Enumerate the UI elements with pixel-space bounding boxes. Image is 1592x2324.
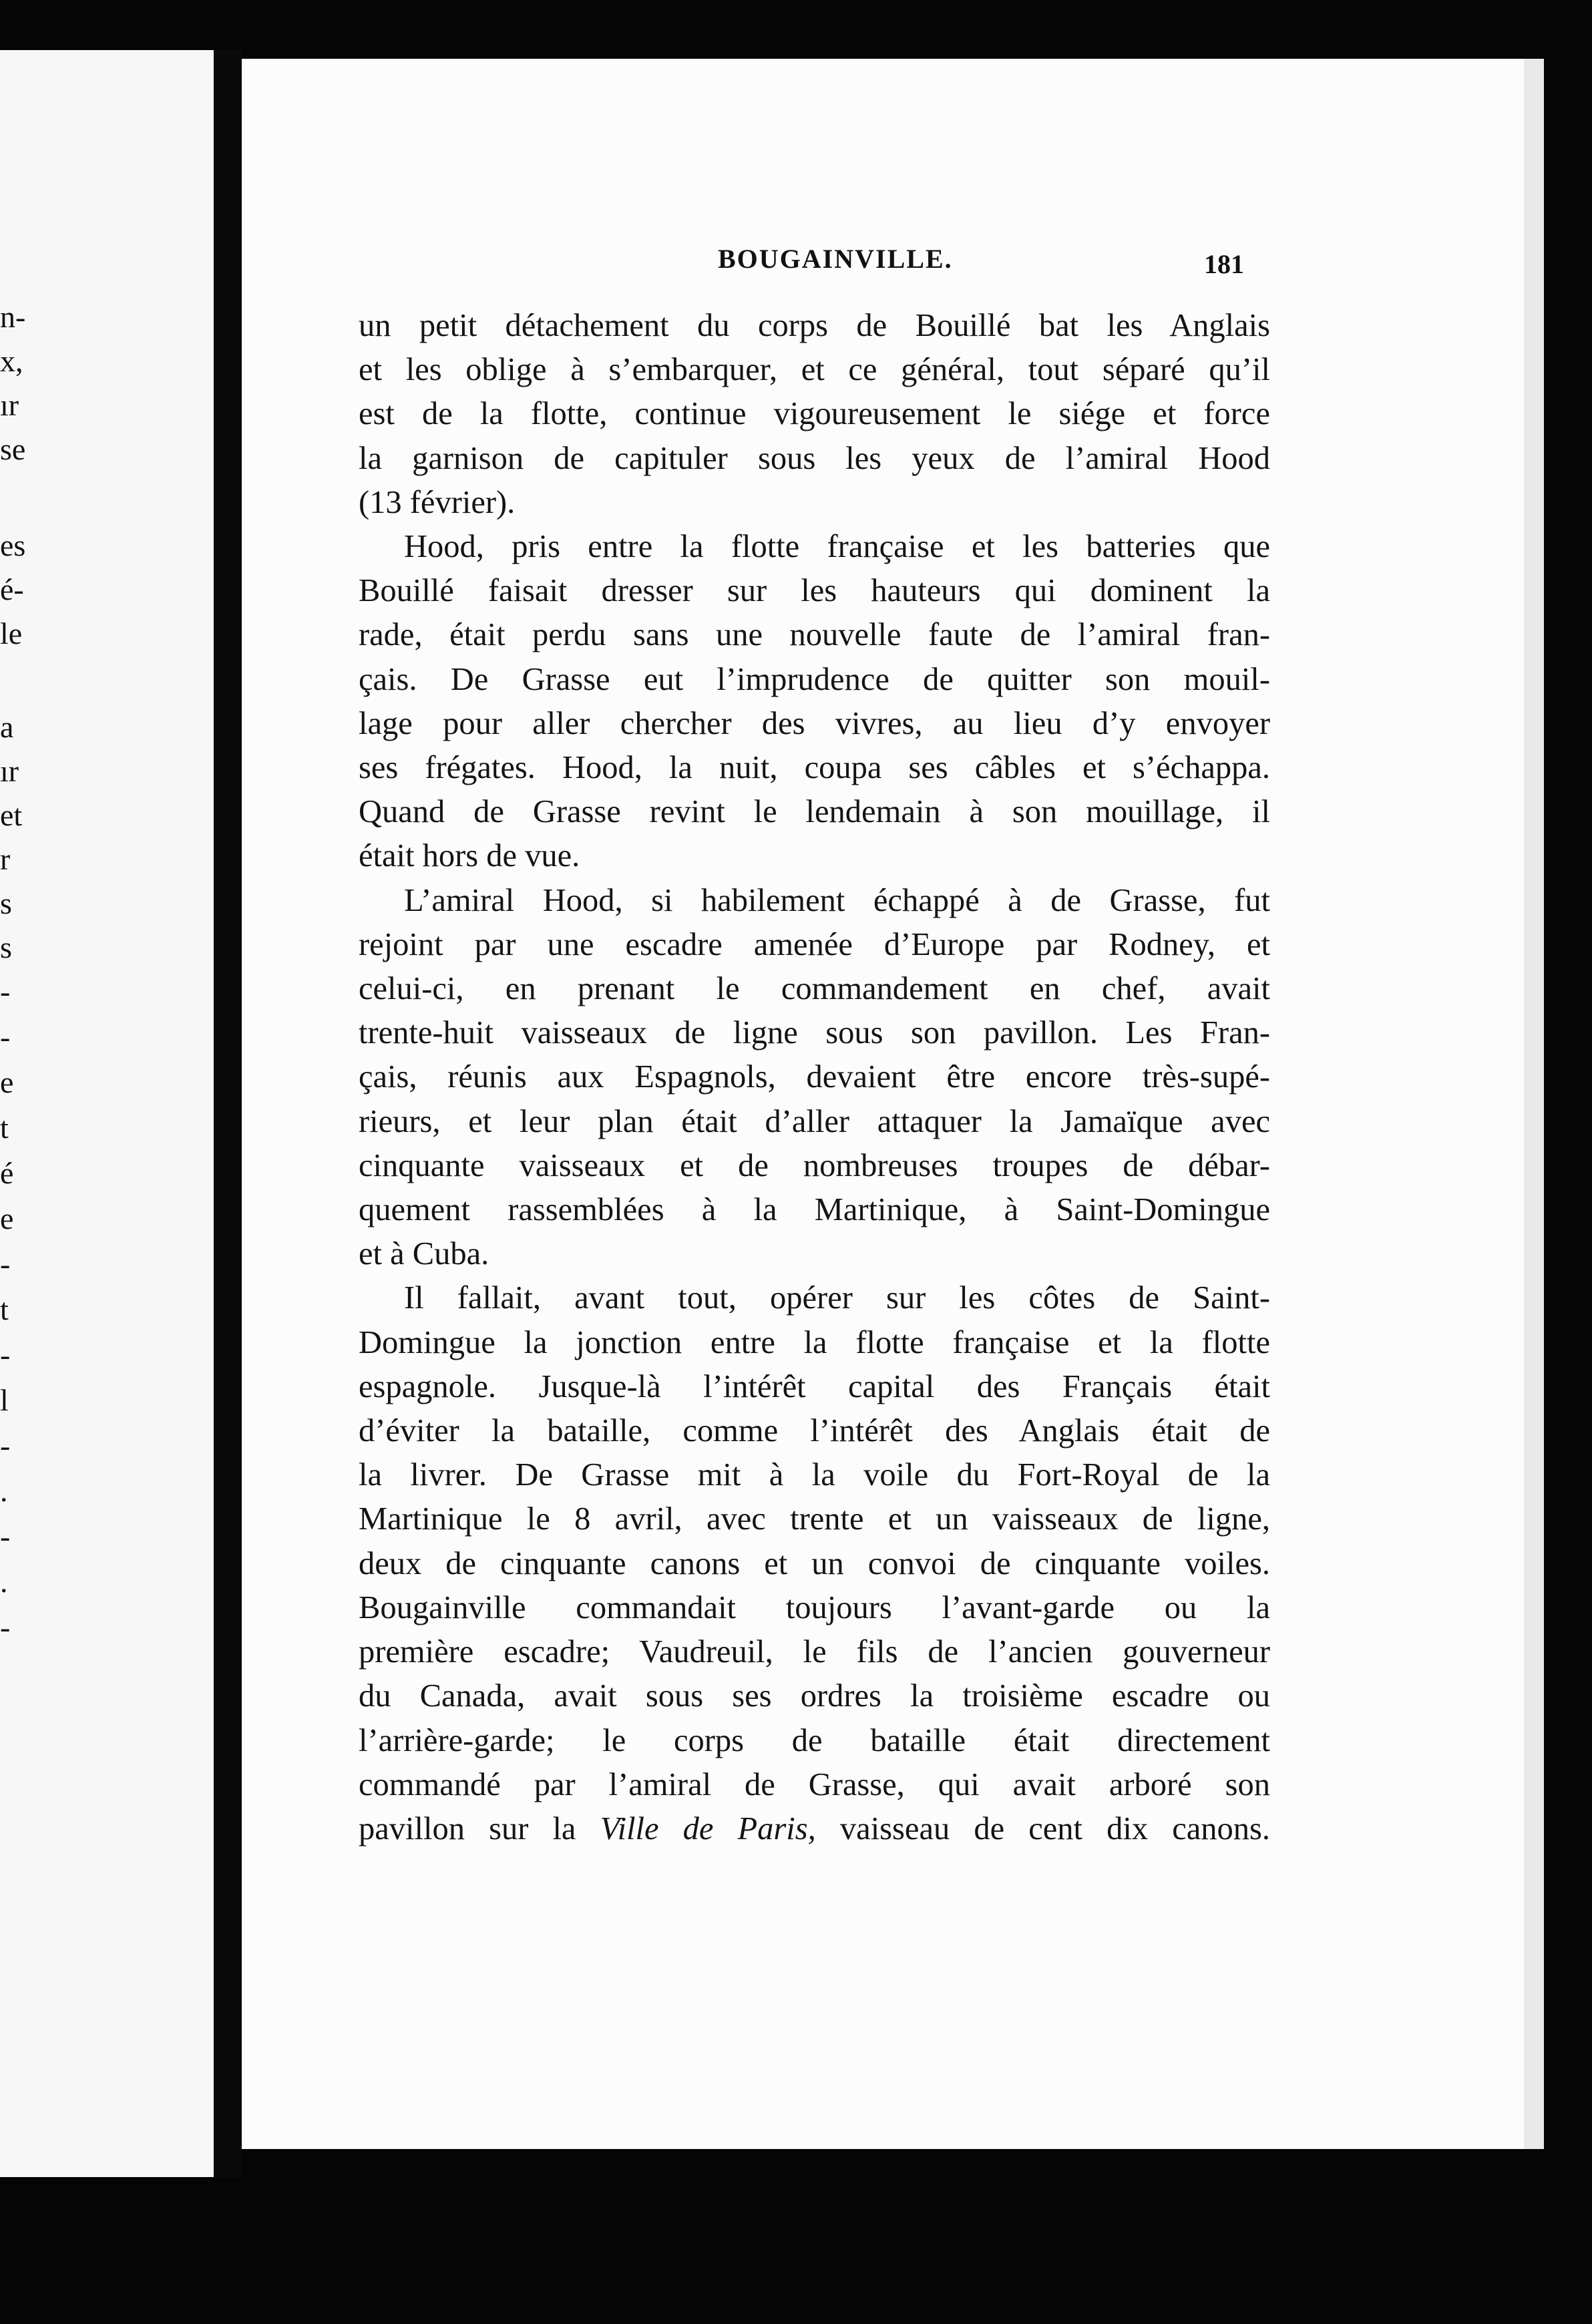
left-page-fragment: le [0, 616, 23, 650]
left-page-fragment: n- [0, 300, 26, 334]
text-line: çais, réunis aux Espagnols, devaient être encore très-supé- [359, 1059, 1270, 1095]
left-page-fragment: ır [0, 388, 19, 422]
text-line: est de la flotte, continue vigoureusement le siége et force [359, 396, 1270, 432]
text-run: vaisseau de cent dix canons. [815, 1810, 1271, 1847]
book-gutter [214, 50, 242, 2177]
text-line: Martinique le 8 avril, avec trente et un vaisseaux de ligne, [359, 1501, 1270, 1537]
text-line: Hood, pris entre la flotte française et les batteries que [404, 529, 1270, 565]
left-page-fragment: - [0, 1519, 11, 1553]
text-line: Il fallait, avant tout, opérer sur les côtes de Saint- [404, 1280, 1270, 1316]
text-line: deux de cinquante canons et un convoi de cinquante voiles. [359, 1545, 1270, 1581]
text-line: rejoint par une escadre amenée d’Europe par Rodney, et [359, 926, 1270, 962]
text-line: Domingue la jonction entre la flotte française et la flotte [359, 1324, 1270, 1360]
text-line: Quand de Grasse revint le lendemain à son mouillage, il [359, 794, 1270, 830]
left-page-fragment: x, [0, 344, 23, 378]
text-line: la livrer. De Grasse mit à la voile du Fort-Royal de la [359, 1457, 1270, 1493]
text-line: L’amiral Hood, si habilement échappé à de Grasse, fut [404, 882, 1270, 918]
text-line: quement rassemblées à la Martinique, à Saint-Domingue [359, 1192, 1270, 1228]
left-page-fragment: - [0, 1338, 11, 1372]
left-page-fragment: - [0, 974, 11, 1008]
text-line-final [359, 1807, 1270, 1851]
body-text [359, 304, 1270, 1851]
scan-background [1544, 0, 1592, 2324]
text-line: ses frégates. Hood, la nuit, coupa ses câbles et s’échappa. [359, 750, 1270, 786]
left-page-fragment: - [0, 1020, 11, 1054]
text-line: cinquante vaisseaux et de nombreuses troupes de débar- [359, 1147, 1270, 1183]
text-line: l’arrière-garde; le corps de bataille était directement [359, 1722, 1270, 1758]
text-line: (13 février). [359, 484, 516, 520]
text-line: rieurs, et leur plan était d’aller attaquer la Jamaïque avec [359, 1103, 1270, 1139]
left-page-fragment: s [0, 930, 12, 964]
text-line: première escadre; Vaudreuil, le fils de l’ancien gouverneur [359, 1634, 1270, 1670]
text-line: Bouillé faisait dresser sur les hauteurs qui dominent la [359, 573, 1270, 609]
text-line: rade, était perdu sans une nouvelle faute de l’amiral fran- [359, 617, 1270, 653]
left-page-fragment: s [0, 886, 12, 920]
left-page-fragment: se [0, 432, 26, 466]
text-line: d’éviter la bataille, comme l’intérêt des Anglais était de [359, 1413, 1270, 1449]
left-page-fragment: . [0, 1565, 8, 1599]
left-page-fragment: ır [0, 754, 19, 788]
text-line: trente-huit vaisseaux de ligne sous son pavillon. Les Fran- [359, 1015, 1270, 1051]
left-page-fragment: é [0, 1156, 14, 1190]
left-page-fragment: es [0, 528, 26, 562]
left-page-fragment: e [0, 1201, 14, 1235]
left-page-fragment: t [0, 1292, 9, 1326]
text-line: un petit détachement du corps de Bouillé bat les Anglais [359, 308, 1270, 343]
text-line: la garnison de capituler sous les yeux de l’amiral Hood [359, 440, 1270, 476]
left-page-fragment: a [0, 710, 14, 744]
text-line: était hors de vue. [359, 838, 580, 874]
text-line: Bougainville commandait toujours l’avant-garde ou la [359, 1589, 1270, 1625]
page-number: 181 [1204, 249, 1244, 279]
text-run: pavillon sur la [359, 1810, 600, 1847]
left-page-fragment: et [0, 798, 23, 832]
text-line: commandé par l’amiral de Grasse, qui avait arboré son [359, 1766, 1270, 1802]
left-page-fragment: . [0, 1474, 8, 1508]
text-line: et à Cuba. [359, 1236, 489, 1272]
text-line: et les oblige à s’embarquer, et ce général, tout séparé qu’il [359, 352, 1270, 388]
text-line: lage pour aller chercher des vivres, au lieu d’y envoyer [359, 705, 1270, 741]
text-line: espagnole. Jusque-là l’intérêt capital des Français était [359, 1368, 1270, 1404]
left-page-fragment: r [0, 842, 11, 876]
running-title: BOUGAINVILLE. [718, 244, 953, 274]
left-page-fragment: é- [0, 572, 24, 606]
page-edge [1524, 59, 1544, 2149]
paragraph-4 [359, 1276, 1270, 1851]
text-line: du Canada, avait sous ses ordres la troisième escadre ou [359, 1678, 1270, 1714]
paragraph-3 [359, 879, 1270, 1277]
left-page-fragment: t [0, 1111, 9, 1145]
left-page-fragment: - [0, 1428, 11, 1463]
paragraph-2 [359, 525, 1270, 879]
left-page-fragment: l [0, 1383, 9, 1417]
text-line: çais. De Grasse eut l’imprudence de quitter son mouil- [359, 661, 1270, 697]
left-page-fragment: - [0, 1247, 11, 1281]
text-line: celui-ci, en prenant le commandement en chef, avait [359, 971, 1270, 1007]
left-page-fragment: e [0, 1065, 14, 1099]
paragraph-1 [359, 304, 1270, 525]
left-page-fragment: - [0, 1610, 11, 1644]
ship-name: Ville de Paris, [600, 1810, 816, 1847]
